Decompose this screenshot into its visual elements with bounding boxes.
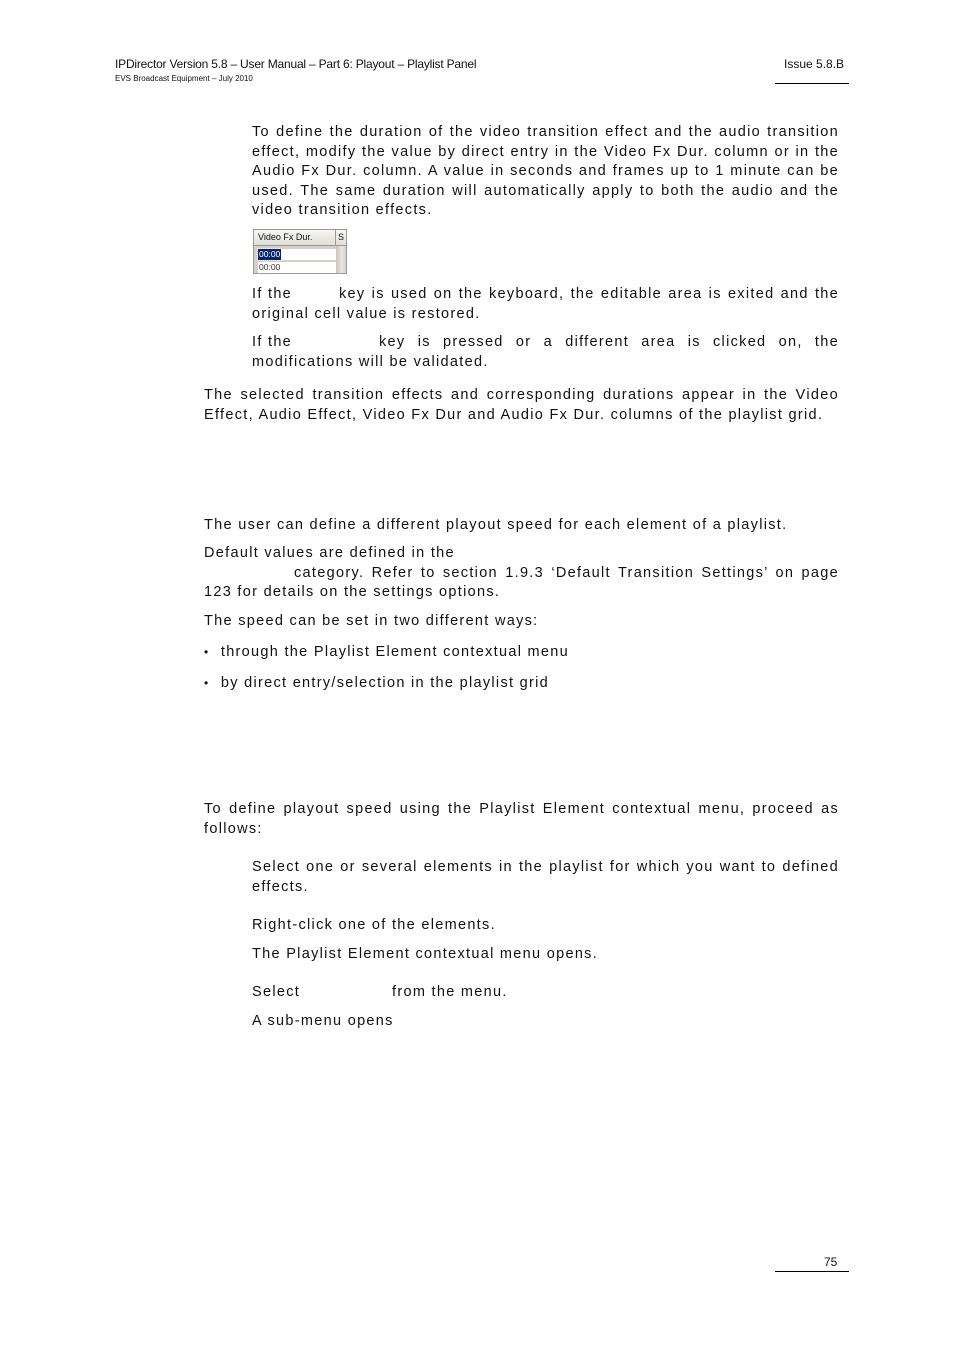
- defaults-paragraph: [204, 544, 839, 603]
- step-2: Right-click one of the elements.: [252, 917, 496, 933]
- esc-note: [252, 285, 839, 324]
- enter-note: [252, 333, 839, 372]
- defaults-line3: 123 for details on the settings options.: [204, 584, 501, 600]
- defaults-line1: Default values are defined in the: [204, 545, 455, 561]
- procedure-intro: [204, 800, 839, 839]
- summary-line: The selected transition effects and corresponding durations appear in the Video: [204, 387, 839, 403]
- step-1-line: Select one or several elements in the playlist for which you want to defined: [252, 859, 839, 875]
- duration-line: video transition effects.: [252, 202, 433, 218]
- footer-rule: [775, 1271, 849, 1272]
- header-rule: [775, 83, 849, 84]
- bullet-text: by direct entry/selection in the playlist grid: [220, 675, 550, 691]
- step-3-result: A sub-menu opens: [252, 1013, 394, 1029]
- esc-note-text: key is used on the keyboard, the editable area is exited and the: [339, 286, 839, 302]
- esc-note-line2: original cell value is restored.: [252, 305, 481, 322]
- duration-line: Audio Fx Dur. column. A value in seconds and frames up to 1 minute can be: [252, 163, 839, 179]
- grid-cell-value: 00:00: [259, 249, 281, 259]
- page-number: 75: [824, 1255, 838, 1269]
- summary-line: Effect, Audio Effect, Video Fx Dur and Audio Fx Dur. columns of the playlist grid.: [204, 406, 824, 423]
- header-subtitle: EVS Broadcast Equipment – July 2010: [115, 74, 253, 83]
- header-issue: Issue 5.8.B: [784, 57, 845, 71]
- header-title: IPDirector Version 5.8 – User Manual – Part 6: Playout – Playlist Panel: [115, 57, 477, 71]
- grid-cell: 00:00: [258, 262, 337, 273]
- duration-line: used. The same duration will automatically apply to both the audio and the: [252, 182, 839, 199]
- bullet-text: through the Playlist Element contextual menu: [220, 644, 570, 660]
- procedure-intro-line: follows:: [204, 820, 263, 837]
- grid-scrollbar: [336, 246, 347, 274]
- grid-column-header: Video Fx Dur.: [254, 230, 336, 246]
- bullet-icon: •: [204, 676, 210, 690]
- grid-cell-editing: [258, 249, 336, 260]
- bullet-icon: •: [204, 645, 210, 659]
- procedure-intro-line: To define playout speed using the Playlist Element contextual menu, proceed as: [204, 801, 839, 817]
- bullet-item: [204, 643, 569, 663]
- step-3-suffix: from the menu.: [392, 984, 508, 1000]
- duration-paragraph: [252, 123, 839, 221]
- summary-paragraph: [204, 386, 839, 425]
- esc-note-prefix: If the: [252, 286, 293, 302]
- speed-intro: The user can define a different playout speed for each element of a playlist.: [204, 517, 788, 533]
- step-1: [252, 858, 839, 897]
- defaults-line2: category. Refer to section 1.9.3 ‘Default Transition Settings’ on page: [294, 564, 839, 581]
- bullet-item: [204, 674, 549, 694]
- step-2-result: The Playlist Element contextual menu opens.: [252, 946, 599, 962]
- enter-note-prefix: If the: [252, 334, 293, 350]
- step-1-line: effects.: [252, 878, 309, 895]
- duration-line: effect, modify the value by direct entry in the Video Fx Dur. column or in the: [252, 143, 839, 160]
- video-fx-dur-grid-screenshot: [253, 229, 347, 274]
- enter-note-line2: modifications will be validated.: [252, 353, 489, 370]
- duration-line: To define the duration of the video transition effect and the audio transition: [252, 124, 839, 140]
- enter-note-text: key is pressed or a different area is clicked on, the: [379, 334, 839, 350]
- grid-next-column-header: S: [336, 230, 347, 246]
- step-3-prefix: Select: [252, 984, 301, 1000]
- ways-intro: The speed can be set in two different ways:: [204, 613, 539, 629]
